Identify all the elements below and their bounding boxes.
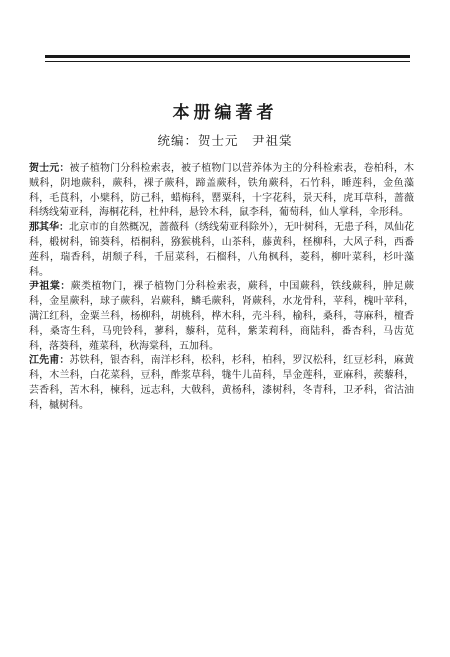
author-contributions: 被子植物门分科检索表，被子植物门以营养体为主的分科检索表，卷柏科，木贼科，阴地蕨科，蕨科，裸子蕨科，蹄盖蕨科，铁角蕨科，石竹科，睡莲科，金鱼藻科，毛茛科，小檗科，防己科，蜡梅科，罂粟科，十字花科，景天科，虎耳草科，蔷薇科绣线菊亚科，海桐花科，杜仲科，悬铃木科，鼠李科，葡萄科，仙人掌科，伞形科。 (29, 163, 415, 219)
author-name: 江先甫： (29, 355, 70, 367)
chief-editors: 统编：贺士元 尹祖棠 (157, 133, 293, 148)
author-name: 贺士元： (29, 163, 70, 174)
author-contributions: 北京市的自然概况，蔷薇科（绣线菊亚科除外），无叶树科，无患子科，凤仙花科，椴树科，锦葵科，梧桐科，猕猴桃科，山茶科，藤黄科，柽柳科，大风子科，西番莲科，瑞香科，胡颓子科，千屈菜科，石榴科，八角枫科，菱科，柳叶菜科，杉叶藻科。 (29, 222, 414, 278)
header-rule-thick (45, 55, 410, 58)
author-entry (29, 162, 414, 221)
author-name: 尹祖棠： (29, 281, 71, 293)
page-title: 本册编著者 (172, 103, 278, 123)
author-entry (29, 354, 414, 413)
author-entry (29, 280, 414, 354)
header-rule-thin (45, 61, 410, 62)
author-contributions: 苏铁科，银杏科，南洋杉科，松科，杉科，柏科，罗汉松科，红豆杉科，麻黄科，木兰科，白花菜科，豆科，酢浆草科，牻牛儿苗科，旱金莲科，亚麻科，蒺藜科，芸香科，苦木科，楝科，远志科，大戟科，黄杨科，漆树科，冬青科，卫矛科，省沽油科，槭树科。 (29, 355, 415, 411)
author-entries (29, 162, 414, 414)
author-entry (29, 221, 414, 280)
author-contributions: 蕨类植物门，裸子植物门分科检索表，蕨科，中国蕨科，铁线蕨科，肿足蕨科，金星蕨科，球子蕨科，岩蕨科，鳞毛蕨科，肾蕨科，水龙骨科，苹科，槐叶苹科，满江红科，金粟兰科，杨柳科，胡桃科，桦木科，壳斗科，榆科，桑科，荨麻科，檀香科，桑寄生科，马兜铃科，蓼科，藜科，苋科，紫茉莉科，商陆科，番杏科，马齿苋科，落葵科，薤菜科，秋海棠科，五加科。 (29, 281, 415, 352)
author-name: 那其华： (29, 222, 69, 234)
